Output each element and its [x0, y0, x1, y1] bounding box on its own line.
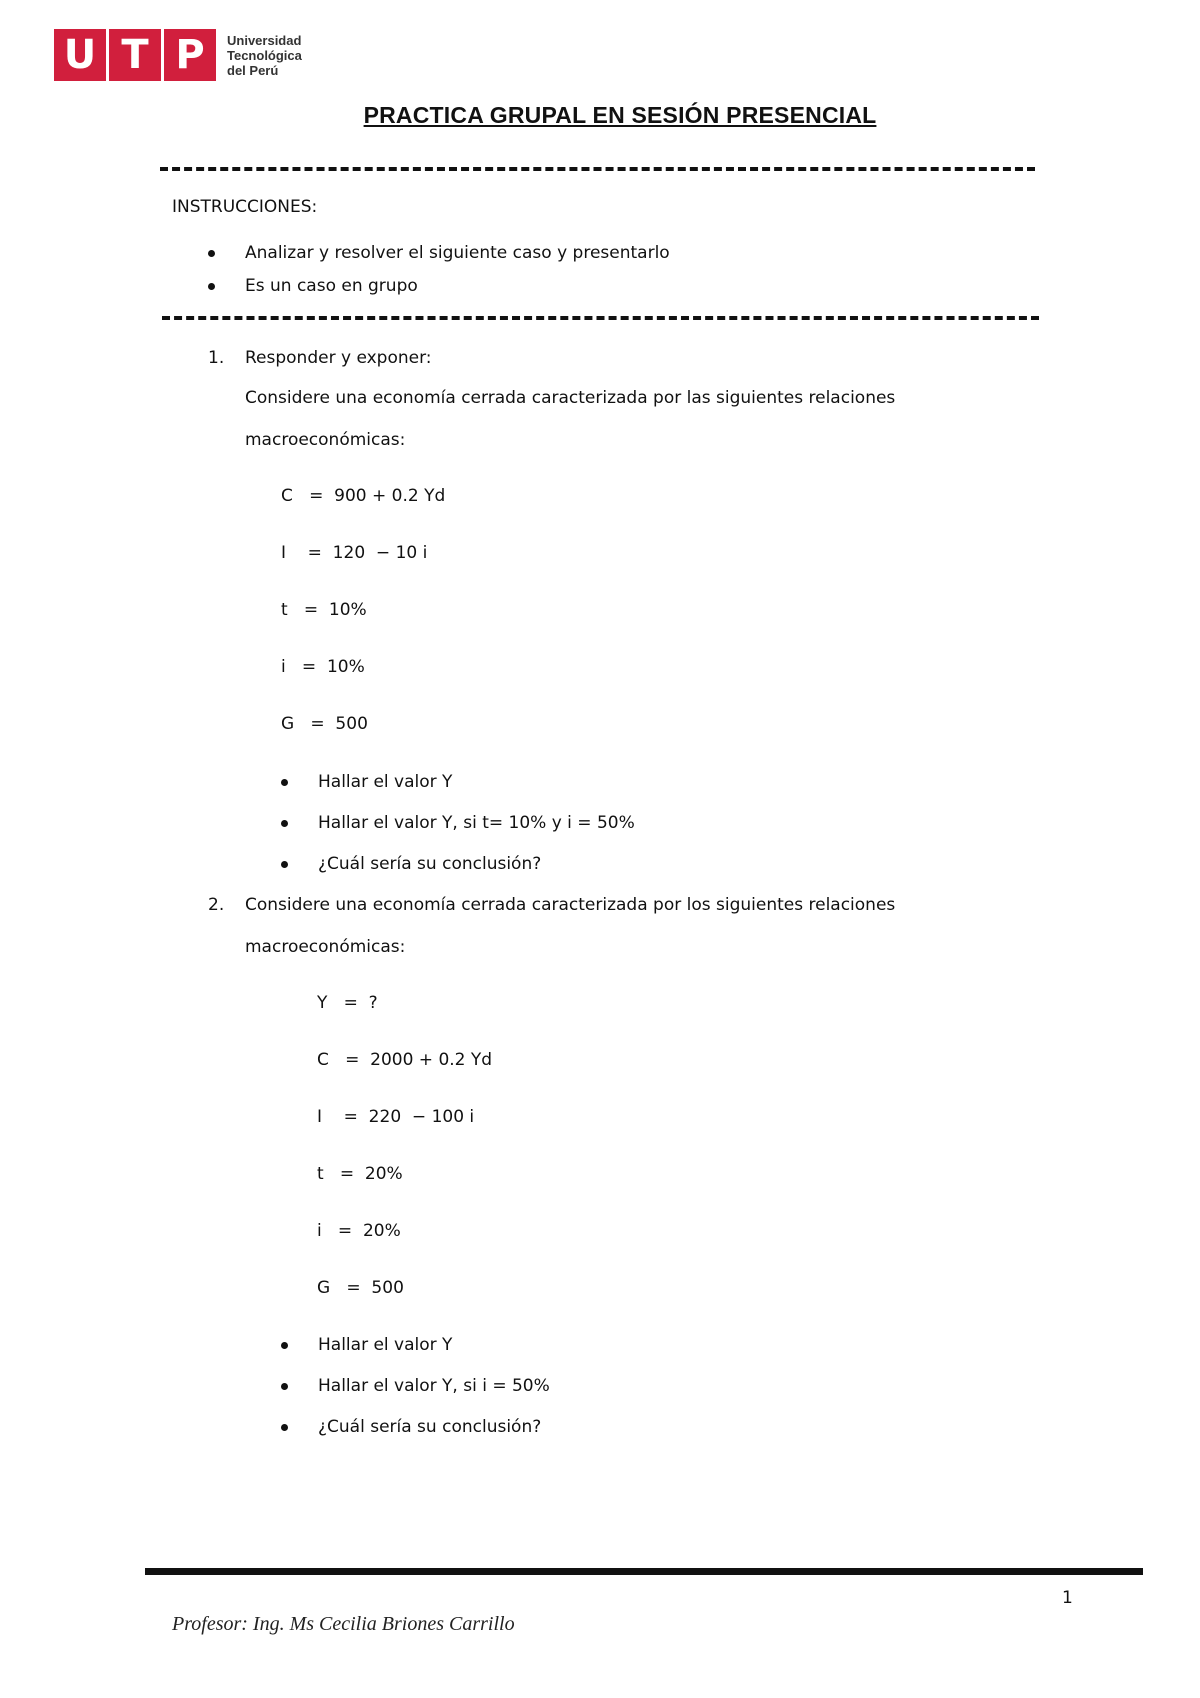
logo-letter-p: P [164, 29, 216, 81]
q1-text-line2: macroeconómicas: [245, 430, 406, 450]
dashed-divider-bottom [162, 316, 1039, 320]
bullet-icon [281, 1383, 288, 1390]
bullet-icon [208, 283, 215, 290]
instructions-heading: INSTRUCCIONES: [172, 197, 318, 217]
q1-heading: Responder y exponer: [245, 348, 432, 368]
q1-task: ¿Cuál sería su conclusión? [318, 854, 542, 874]
q1-equation-rate: i = 10% [281, 657, 365, 677]
q2-text-line2: macroeconómicas: [245, 937, 406, 957]
q2-equation-y: Y = ? [317, 993, 378, 1013]
instruction-item: Es un caso en grupo [245, 276, 418, 296]
q1-text-line1: Considere una economía cerrada caracterizada por las siguientes relaciones [245, 388, 896, 408]
logo-line-2: Tecnológica [227, 47, 302, 63]
logo-line-3: del Perú [227, 62, 279, 78]
q2-task: Hallar el valor Y, si i = 50% [318, 1376, 550, 1396]
q2-text-line1: Considere una economía cerrada caracterizada por los siguientes relaciones [245, 895, 896, 915]
bullet-icon [281, 820, 288, 827]
bullet-icon [281, 1424, 288, 1431]
q2-task: ¿Cuál sería su conclusión? [318, 1417, 542, 1437]
bullet-icon [281, 1342, 288, 1349]
q1-equation-g: G = 500 [281, 714, 368, 734]
q1-task: Hallar el valor Y, si t= 10% y i = 50% [318, 813, 635, 833]
q1-equation-t: t = 10% [281, 600, 367, 620]
q2-equation-t: t = 20% [317, 1164, 403, 1184]
logo-letter-t: T [109, 29, 161, 81]
dashed-divider-top [160, 167, 1035, 171]
bullet-icon [281, 861, 288, 868]
q1-number: 1. [208, 348, 225, 368]
logo-blocks [54, 29, 219, 81]
logo-text [227, 33, 302, 78]
q1-equation-c: C = 900 + 0.2 Yd [281, 486, 446, 506]
q1-task: Hallar el valor Y [318, 772, 453, 792]
q2-equation-c: C = 2000 + 0.2 Yd [317, 1050, 493, 1070]
professor-name: Profesor: Ing. Ms Cecilia Briones Carrillo [172, 1613, 515, 1635]
utp-logo [54, 29, 302, 81]
page-number: 1 [1062, 1588, 1073, 1608]
q2-equation-i: I = 220 − 100 i [317, 1107, 475, 1127]
q1-equation-i: I = 120 − 10 i [281, 543, 428, 563]
logo-line-1: Universidad [227, 32, 302, 48]
q2-equation-g: G = 500 [317, 1278, 404, 1298]
bullet-icon [208, 250, 215, 257]
page-title: PRACTICA GRUPAL EN SESIÓN PRESENCIAL [363, 102, 877, 128]
logo-letter-u: U [54, 29, 106, 81]
q2-equation-rate: i = 20% [317, 1221, 401, 1241]
q2-number: 2. [208, 895, 225, 915]
instruction-item: Analizar y resolver el siguiente caso y presentarlo [245, 243, 670, 263]
footer-rule [145, 1568, 1143, 1575]
bullet-icon [281, 779, 288, 786]
q2-task: Hallar el valor Y [318, 1335, 453, 1355]
